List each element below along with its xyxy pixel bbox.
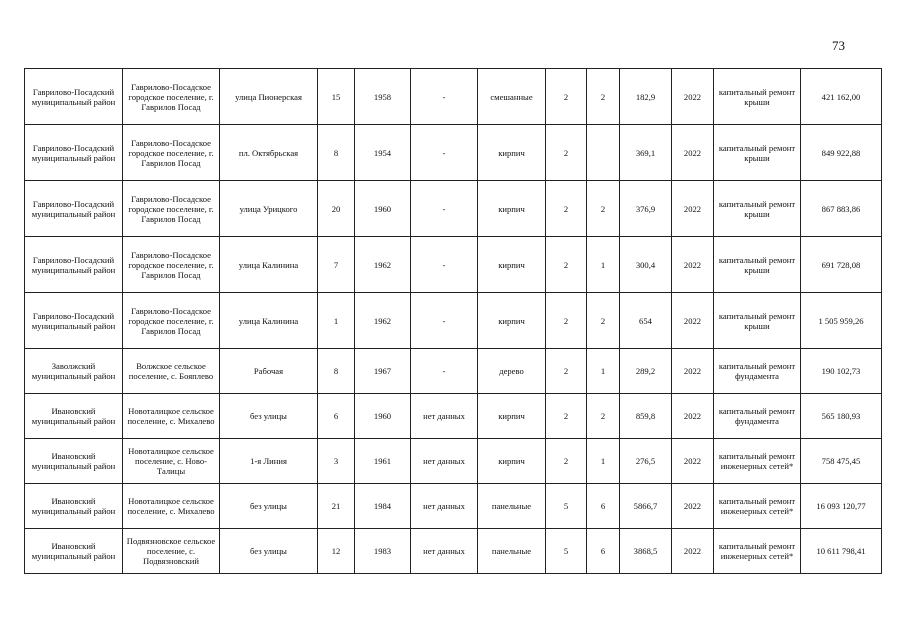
district-cell: Гаврилово-Посадский муниципальный район	[25, 237, 123, 293]
cost-cell: 190 102,73	[801, 349, 882, 394]
settlement-cell: Волжское сельское поселение, с. Бояплево	[123, 349, 220, 394]
wall-material-cell: кирпич	[478, 125, 546, 181]
planned-year-cell: 2022	[672, 181, 714, 237]
area-cell: 654	[620, 293, 672, 349]
year-built-cell: 1962	[355, 237, 411, 293]
area-cell: 289,2	[620, 349, 672, 394]
work-type-cell: капитальный ремонт крыши	[714, 69, 801, 125]
year-cell: нет данных	[411, 394, 478, 439]
house-number-cell: 8	[318, 125, 355, 181]
entrances-cell: 2	[587, 394, 620, 439]
wall-material-cell: смешанные	[478, 69, 546, 125]
year-built-cell: 1983	[355, 529, 411, 574]
entrances-cell: 2	[587, 293, 620, 349]
floors-cell: 2	[546, 439, 587, 484]
table-row	[25, 529, 882, 574]
work-type-cell: капитальный ремонт инженерных сетей*	[714, 439, 801, 484]
year-cell: -	[411, 293, 478, 349]
cost-cell: 691 728,08	[801, 237, 882, 293]
wall-material-cell: панельные	[478, 484, 546, 529]
floors-cell: 2	[546, 394, 587, 439]
house-number-cell: 3	[318, 439, 355, 484]
floors-cell: 2	[546, 349, 587, 394]
year-cell: -	[411, 69, 478, 125]
settlement-cell: Гаврилово-Посадское городское поселение, г. Гаврилов Посад	[123, 293, 220, 349]
district-cell: Гаврилово-Посадский муниципальный район	[25, 293, 123, 349]
planned-year-cell: 2022	[672, 125, 714, 181]
year-cell: -	[411, 237, 478, 293]
settlement-cell: Гаврилово-Посадское городское поселение, г. Гаврилов Посад	[123, 125, 220, 181]
wall-material-cell: дерево	[478, 349, 546, 394]
table-row	[25, 439, 882, 484]
street-cell: без улицы	[220, 529, 318, 574]
cost-cell: 565 180,93	[801, 394, 882, 439]
work-type-cell: капитальный ремонт крыши	[714, 237, 801, 293]
street-cell: улица Калинина	[220, 237, 318, 293]
work-type-cell: капитальный ремонт крыши	[714, 181, 801, 237]
planned-year-cell: 2022	[672, 69, 714, 125]
house-number-cell: 20	[318, 181, 355, 237]
planned-year-cell: 2022	[672, 439, 714, 484]
district-cell: Заволжский муниципальный район	[25, 349, 123, 394]
wall-material-cell: кирпич	[478, 439, 546, 484]
settlement-cell: Гаврилово-Посадское городское поселение, г. Гаврилов Посад	[123, 237, 220, 293]
area-cell: 182,9	[620, 69, 672, 125]
area-cell: 300,4	[620, 237, 672, 293]
year-built-cell: 1960	[355, 181, 411, 237]
work-type-cell: капитальный ремонт инженерных сетей*	[714, 484, 801, 529]
work-type-cell: капитальный ремонт крыши	[714, 293, 801, 349]
district-cell: Гаврилово-Посадский муниципальный район	[25, 181, 123, 237]
table-row	[25, 293, 882, 349]
entrances-cell: 2	[587, 69, 620, 125]
table-row	[25, 237, 882, 293]
settlement-cell: Гаврилово-Посадское городское поселение, г. Гаврилов Посад	[123, 69, 220, 125]
street-cell: Рабочая	[220, 349, 318, 394]
district-cell: Гаврилово-Посадский муниципальный район	[25, 69, 123, 125]
cost-cell: 10 611 798,41	[801, 529, 882, 574]
entrances-cell: 1	[587, 349, 620, 394]
cost-cell: 16 093 120,77	[801, 484, 882, 529]
house-number-cell: 15	[318, 69, 355, 125]
year-cell: нет данных	[411, 529, 478, 574]
area-cell: 3868,5	[620, 529, 672, 574]
planned-year-cell: 2022	[672, 349, 714, 394]
area-cell: 5866,7	[620, 484, 672, 529]
planned-year-cell: 2022	[672, 529, 714, 574]
wall-material-cell: кирпич	[478, 237, 546, 293]
work-type-cell: капитальный ремонт инженерных сетей*	[714, 529, 801, 574]
house-number-cell: 21	[318, 484, 355, 529]
street-cell: пл. Октябрьская	[220, 125, 318, 181]
street-cell: без улицы	[220, 394, 318, 439]
wall-material-cell: кирпич	[478, 394, 546, 439]
floors-cell: 2	[546, 181, 587, 237]
cost-cell: 849 922,88	[801, 125, 882, 181]
district-cell: Гаврилово-Посадский муниципальный район	[25, 125, 123, 181]
floors-cell: 2	[546, 293, 587, 349]
page-number: 73	[832, 38, 845, 53]
table-row	[25, 69, 882, 125]
year-cell: нет данных	[411, 484, 478, 529]
year-cell: -	[411, 125, 478, 181]
planned-year-cell: 2022	[672, 237, 714, 293]
year-built-cell: 1962	[355, 293, 411, 349]
planned-year-cell: 2022	[672, 293, 714, 349]
planned-year-cell: 2022	[672, 484, 714, 529]
street-cell: улица Калинина	[220, 293, 318, 349]
entrances-cell: 6	[587, 484, 620, 529]
area-cell: 369,1	[620, 125, 672, 181]
district-cell: Ивановский муниципальный район	[25, 484, 123, 529]
year-built-cell: 1984	[355, 484, 411, 529]
year-built-cell: 1960	[355, 394, 411, 439]
housing-repair-table	[24, 68, 882, 574]
entrances-cell: 2	[587, 181, 620, 237]
work-type-cell: капитальный ремонт фундамента	[714, 394, 801, 439]
floors-cell: 2	[546, 237, 587, 293]
house-number-cell: 1	[318, 293, 355, 349]
table-row	[25, 181, 882, 237]
cost-cell: 1 505 959,26	[801, 293, 882, 349]
year-built-cell: 1954	[355, 125, 411, 181]
district-cell: Ивановский муниципальный район	[25, 439, 123, 484]
cost-cell: 758 475,45	[801, 439, 882, 484]
floors-cell: 2	[546, 69, 587, 125]
street-cell: улица Пионерская	[220, 69, 318, 125]
cost-cell: 867 883,86	[801, 181, 882, 237]
year-built-cell: 1967	[355, 349, 411, 394]
entrances-cell: 6	[587, 529, 620, 574]
wall-material-cell: кирпич	[478, 181, 546, 237]
street-cell: без улицы	[220, 484, 318, 529]
entrances-cell	[587, 125, 620, 181]
area-cell: 276,5	[620, 439, 672, 484]
district-cell: Ивановский муниципальный район	[25, 529, 123, 574]
year-built-cell: 1958	[355, 69, 411, 125]
settlement-cell: Новоталицкое сельское поселение, с. Михалево	[123, 394, 220, 439]
area-cell: 376,9	[620, 181, 672, 237]
entrances-cell: 1	[587, 439, 620, 484]
entrances-cell: 1	[587, 237, 620, 293]
work-type-cell: капитальный ремонт фундамента	[714, 349, 801, 394]
house-number-cell: 6	[318, 394, 355, 439]
table-row	[25, 125, 882, 181]
year-cell: -	[411, 349, 478, 394]
settlement-cell: Новоталицкое сельское поселение, с. Михалево	[123, 484, 220, 529]
table-row	[25, 349, 882, 394]
house-number-cell: 7	[318, 237, 355, 293]
work-type-cell: капитальный ремонт крыши	[714, 125, 801, 181]
street-cell: улица Урицкого	[220, 181, 318, 237]
street-cell: 1-я Линия	[220, 439, 318, 484]
table-row	[25, 484, 882, 529]
wall-material-cell: кирпич	[478, 293, 546, 349]
area-cell: 859,8	[620, 394, 672, 439]
house-number-cell: 8	[318, 349, 355, 394]
wall-material-cell: панельные	[478, 529, 546, 574]
cost-cell: 421 162,00	[801, 69, 882, 125]
floors-cell: 2	[546, 125, 587, 181]
year-built-cell: 1961	[355, 439, 411, 484]
district-cell: Ивановский муниципальный район	[25, 394, 123, 439]
year-cell: нет данных	[411, 439, 478, 484]
planned-year-cell: 2022	[672, 394, 714, 439]
settlement-cell: Подвязновское сельское поселение, с. Подвязновский	[123, 529, 220, 574]
settlement-cell: Новоталицкое сельское поселение, с. Ново-Талицы	[123, 439, 220, 484]
settlement-cell: Гаврилово-Посадское городское поселение, г. Гаврилов Посад	[123, 181, 220, 237]
table-row	[25, 394, 882, 439]
house-number-cell: 12	[318, 529, 355, 574]
floors-cell: 5	[546, 529, 587, 574]
year-cell: -	[411, 181, 478, 237]
floors-cell: 5	[546, 484, 587, 529]
